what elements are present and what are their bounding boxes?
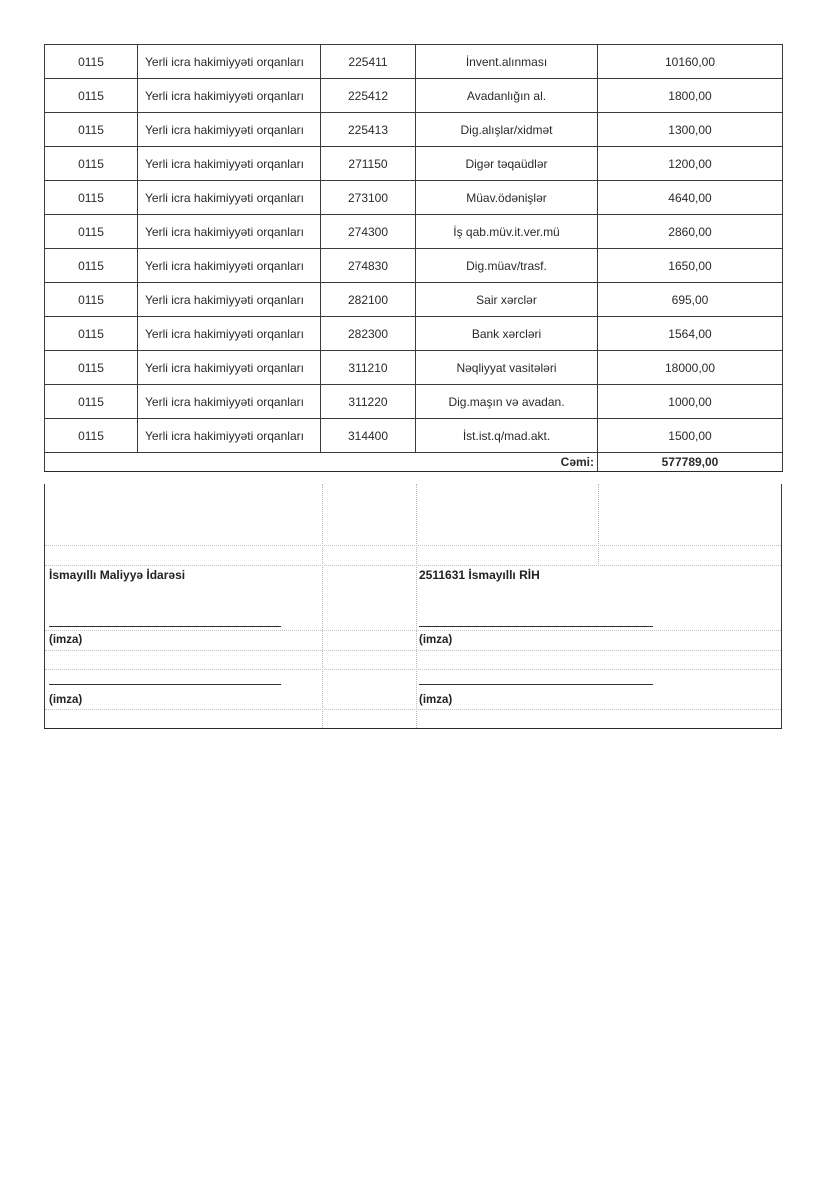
amount-cell: 4640,00 bbox=[598, 181, 783, 215]
right-signature-label-1: (imza) bbox=[419, 634, 453, 646]
amount-cell: 1000,00 bbox=[598, 385, 783, 419]
function-code-cell: 0115 bbox=[45, 215, 138, 249]
table-row bbox=[45, 249, 783, 283]
expense-description-cell: Digər təqaüdlər bbox=[416, 147, 598, 181]
function-code-cell: 0115 bbox=[45, 147, 138, 181]
function-code-cell: 0115 bbox=[45, 419, 138, 453]
left-signature-label-1: (imza) bbox=[49, 634, 83, 646]
economic-code-cell: 282100 bbox=[321, 283, 416, 317]
amount-cell: 2860,00 bbox=[598, 215, 783, 249]
left-signature-label-2: (imza) bbox=[49, 694, 83, 706]
table-row bbox=[45, 113, 783, 147]
budget-table bbox=[44, 44, 783, 472]
row-divider bbox=[45, 669, 781, 670]
table-row bbox=[45, 419, 783, 453]
economic-code-cell: 314400 bbox=[321, 419, 416, 453]
right-signature-line-2 bbox=[419, 684, 653, 685]
expense-description-cell: Avadanlığın al. bbox=[416, 79, 598, 113]
column-divider bbox=[322, 484, 323, 728]
table-row bbox=[45, 181, 783, 215]
amount-cell: 1800,00 bbox=[598, 79, 783, 113]
economic-code-cell: 225411 bbox=[321, 45, 416, 79]
expense-description-cell: Dig.alışlar/xidmət bbox=[416, 113, 598, 147]
left-signature-line-2 bbox=[49, 684, 281, 685]
function-code-cell: 0115 bbox=[45, 351, 138, 385]
organization-cell: Yerli icra hakimiyyəti orqanları bbox=[138, 79, 321, 113]
function-code-cell: 0115 bbox=[45, 385, 138, 419]
function-code-cell: 0115 bbox=[45, 317, 138, 351]
organization-cell: Yerli icra hakimiyyəti orqanları bbox=[138, 351, 321, 385]
organization-cell: Yerli icra hakimiyyəti orqanları bbox=[138, 181, 321, 215]
organization-cell: Yerli icra hakimiyyəti orqanları bbox=[138, 419, 321, 453]
function-code-cell: 0115 bbox=[45, 181, 138, 215]
table-row bbox=[45, 147, 783, 181]
organization-cell: Yerli icra hakimiyyəti orqanları bbox=[138, 385, 321, 419]
organization-cell: Yerli icra hakimiyyəti orqanları bbox=[138, 283, 321, 317]
budget-table-body bbox=[45, 45, 783, 472]
economic-code-cell: 225412 bbox=[321, 79, 416, 113]
amount-cell: 1650,00 bbox=[598, 249, 783, 283]
table-row bbox=[45, 317, 783, 351]
table-row bbox=[45, 79, 783, 113]
amount-cell: 10160,00 bbox=[598, 45, 783, 79]
amount-cell: 1500,00 bbox=[598, 419, 783, 453]
row-divider bbox=[45, 650, 781, 651]
left-organization-name: İsmayıllı Maliyyə İdarəsi bbox=[49, 568, 186, 582]
organization-cell: Yerli icra hakimiyyəti orqanları bbox=[138, 45, 321, 79]
expense-description-cell: İş qab.müv.it.ver.mü bbox=[416, 215, 598, 249]
function-code-cell: 0115 bbox=[45, 113, 138, 147]
column-divider bbox=[416, 484, 417, 728]
table-row bbox=[45, 283, 783, 317]
column-divider bbox=[598, 484, 599, 566]
left-signature-line-1 bbox=[49, 626, 281, 627]
organization-cell: Yerli icra hakimiyyəti orqanları bbox=[138, 317, 321, 351]
total-label: Cəmi: bbox=[45, 453, 598, 472]
amount-cell: 1200,00 bbox=[598, 147, 783, 181]
function-code-cell: 0115 bbox=[45, 283, 138, 317]
amount-cell: 1300,00 bbox=[598, 113, 783, 147]
table-row bbox=[45, 215, 783, 249]
amount-cell: 695,00 bbox=[598, 283, 783, 317]
expense-description-cell: Dig.müav/trasf. bbox=[416, 249, 598, 283]
economic-code-cell: 274300 bbox=[321, 215, 416, 249]
table-row bbox=[45, 351, 783, 385]
table-row bbox=[45, 385, 783, 419]
organization-cell: Yerli icra hakimiyyəti orqanları bbox=[138, 147, 321, 181]
right-signature-label-2: (imza) bbox=[419, 694, 453, 706]
amount-cell: 18000,00 bbox=[598, 351, 783, 385]
economic-code-cell: 311210 bbox=[321, 351, 416, 385]
economic-code-cell: 271150 bbox=[321, 147, 416, 181]
economic-code-cell: 273100 bbox=[321, 181, 416, 215]
total-row bbox=[45, 453, 783, 472]
expense-description-cell: Nəqliyyat vasitələri bbox=[416, 351, 598, 385]
total-value: 577789,00 bbox=[598, 453, 783, 472]
row-divider bbox=[45, 709, 781, 710]
organization-cell: Yerli icra hakimiyyəti orqanları bbox=[138, 215, 321, 249]
function-code-cell: 0115 bbox=[45, 249, 138, 283]
expense-description-cell: Dig.maşın və avadan. bbox=[416, 385, 598, 419]
right-signature-line-1 bbox=[419, 626, 653, 627]
row-divider bbox=[45, 565, 781, 566]
expense-description-cell: İst.ist.q/mad.akt. bbox=[416, 419, 598, 453]
table-row bbox=[45, 45, 783, 79]
economic-code-cell: 274830 bbox=[321, 249, 416, 283]
expense-description-cell: Bank xərcləri bbox=[416, 317, 598, 351]
expense-description-cell: İnvent.alınması bbox=[416, 45, 598, 79]
expense-description-cell: Sair xərclər bbox=[416, 283, 598, 317]
row-divider bbox=[45, 545, 781, 546]
function-code-cell: 0115 bbox=[45, 45, 138, 79]
function-code-cell: 0115 bbox=[45, 79, 138, 113]
economic-code-cell: 282300 bbox=[321, 317, 416, 351]
economic-code-cell: 225413 bbox=[321, 113, 416, 147]
organization-cell: Yerli icra hakimiyyəti orqanları bbox=[138, 249, 321, 283]
economic-code-cell: 311220 bbox=[321, 385, 416, 419]
organization-cell: Yerli icra hakimiyyəti orqanları bbox=[138, 113, 321, 147]
amount-cell: 1564,00 bbox=[598, 317, 783, 351]
right-organization-name: 2511631 İsmayıllı RİH bbox=[419, 568, 540, 582]
expense-description-cell: Müav.ödənişlər bbox=[416, 181, 598, 215]
row-divider bbox=[45, 630, 781, 631]
signature-block bbox=[44, 484, 782, 729]
